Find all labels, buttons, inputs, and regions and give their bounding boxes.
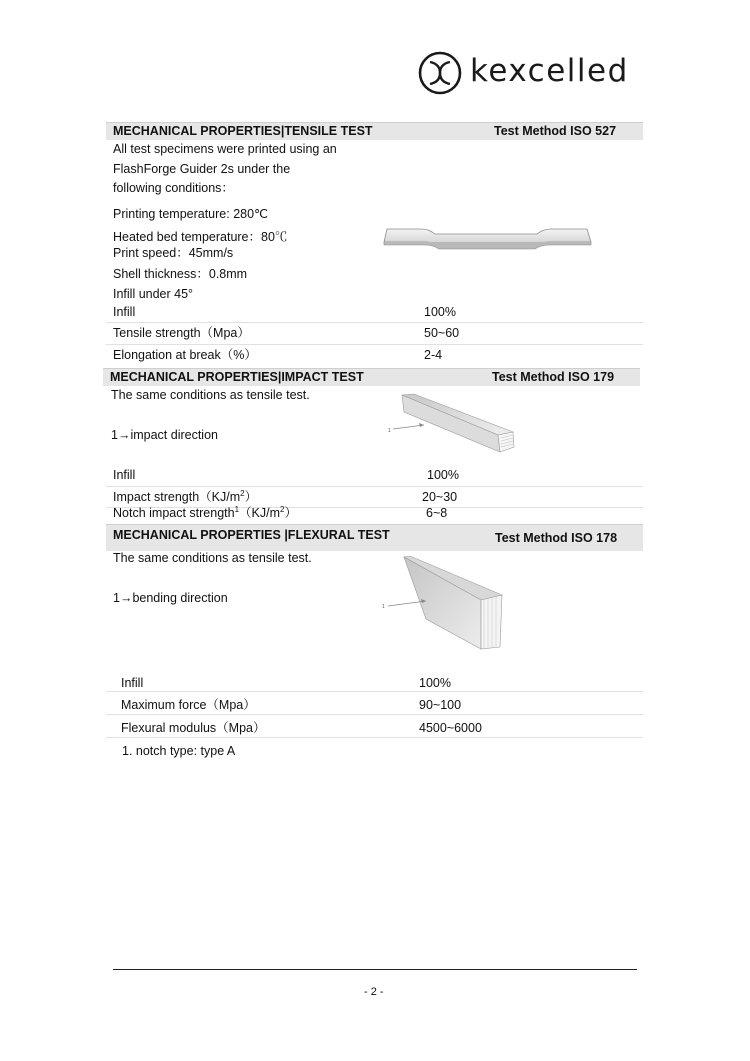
table-value: 4500~6000: [419, 721, 482, 735]
impact-specimen-illustration: [386, 392, 516, 456]
flexural-title: MECHANICAL PROPERTIES |FLEXURAL TEST: [113, 528, 390, 542]
table-label: Infill: [113, 468, 136, 482]
tensile-header: [106, 122, 643, 140]
row-divider: [106, 344, 643, 345]
tensile-method: Test Method ISO 527: [494, 124, 617, 138]
impact-title: MECHANICAL PROPERTIES|IMPACT TEST: [110, 370, 364, 384]
flexural-header: [106, 524, 643, 551]
label-tail: ）: [244, 490, 258, 504]
table-label: Infill: [121, 676, 144, 690]
tensile-intro-line-2: FlashForge Guider 2s under the: [113, 162, 291, 176]
row-divider: [106, 714, 643, 715]
label-text: Notch impact strength: [113, 506, 235, 520]
tensile-specimen-illustration: [381, 225, 595, 251]
row-divider: [106, 737, 643, 738]
table-label: Maximum force（Mpa）: [121, 698, 256, 712]
condition-infill-angle: Infill under 45°: [113, 287, 194, 301]
flexural-direction-label: 1→bending direction: [113, 591, 228, 605]
footnote: 1. notch type: type A: [122, 744, 236, 758]
brand-name: kexcelled: [470, 53, 629, 89]
page-number: - 2 -: [364, 986, 384, 998]
table-label: Elongation at break（%）: [113, 348, 257, 362]
table-label: Tensile strength（Mpa）: [113, 326, 250, 340]
table-value: 50~60: [424, 326, 460, 340]
footnote-ref: 1: [234, 504, 240, 514]
flexural-specimen-illustration: [380, 555, 506, 651]
table-value: 6~8: [426, 506, 448, 520]
table-label: [113, 490, 257, 505]
brand-logo-icon: [417, 50, 463, 96]
tensile-title: MECHANICAL PROPERTIES|TENSILE TEST: [113, 124, 373, 138]
table-value: 90~100: [419, 698, 462, 712]
row-divider: [106, 691, 643, 692]
label-text: Impact strength（KJ/m: [113, 490, 241, 504]
impact-diagram-marker: 1: [388, 428, 391, 434]
impact-method: Test Method ISO 179: [492, 370, 615, 384]
table-value: 100%: [427, 468, 459, 482]
impact-header: [103, 368, 640, 386]
footer-rule: [113, 969, 637, 970]
superscript: 2: [240, 488, 245, 498]
table-value: 100%: [419, 676, 451, 690]
condition-print-speed: Print speed：45mm/s: [113, 246, 234, 260]
impact-intro: The same conditions as tensile test.: [111, 388, 310, 402]
row-divider: [106, 486, 643, 487]
table-label: Infill: [113, 305, 136, 319]
condition-shell-thickness: Shell thickness：0.8mm: [113, 267, 248, 281]
table-value: 20~30: [422, 490, 458, 504]
table-value: 2-4: [424, 348, 443, 362]
flexural-diagram-marker: 1: [382, 604, 385, 610]
superscript: 2: [280, 504, 285, 514]
condition-bed-temp: Heated bed temperature：80℃: [113, 230, 288, 244]
table-value: 100%: [424, 305, 456, 319]
label-mid: （KJ/m: [239, 506, 281, 520]
brand-logo: [417, 50, 642, 96]
table-label: [113, 506, 297, 521]
flexural-method: Test Method ISO 178: [495, 531, 618, 545]
tensile-intro-line-1: All test specimens were printed using an: [113, 142, 337, 156]
row-divider: [106, 322, 643, 323]
label-tail: ）: [284, 506, 297, 520]
impact-direction-label: 1→impact direction: [111, 428, 218, 442]
flexural-intro: The same conditions as tensile test.: [113, 551, 312, 565]
table-label: Flexural modulus（Mpa）: [121, 721, 266, 735]
tensile-intro-line-3: following conditions：: [113, 181, 234, 195]
condition-print-temp: Printing temperature: 280℃: [113, 207, 269, 221]
